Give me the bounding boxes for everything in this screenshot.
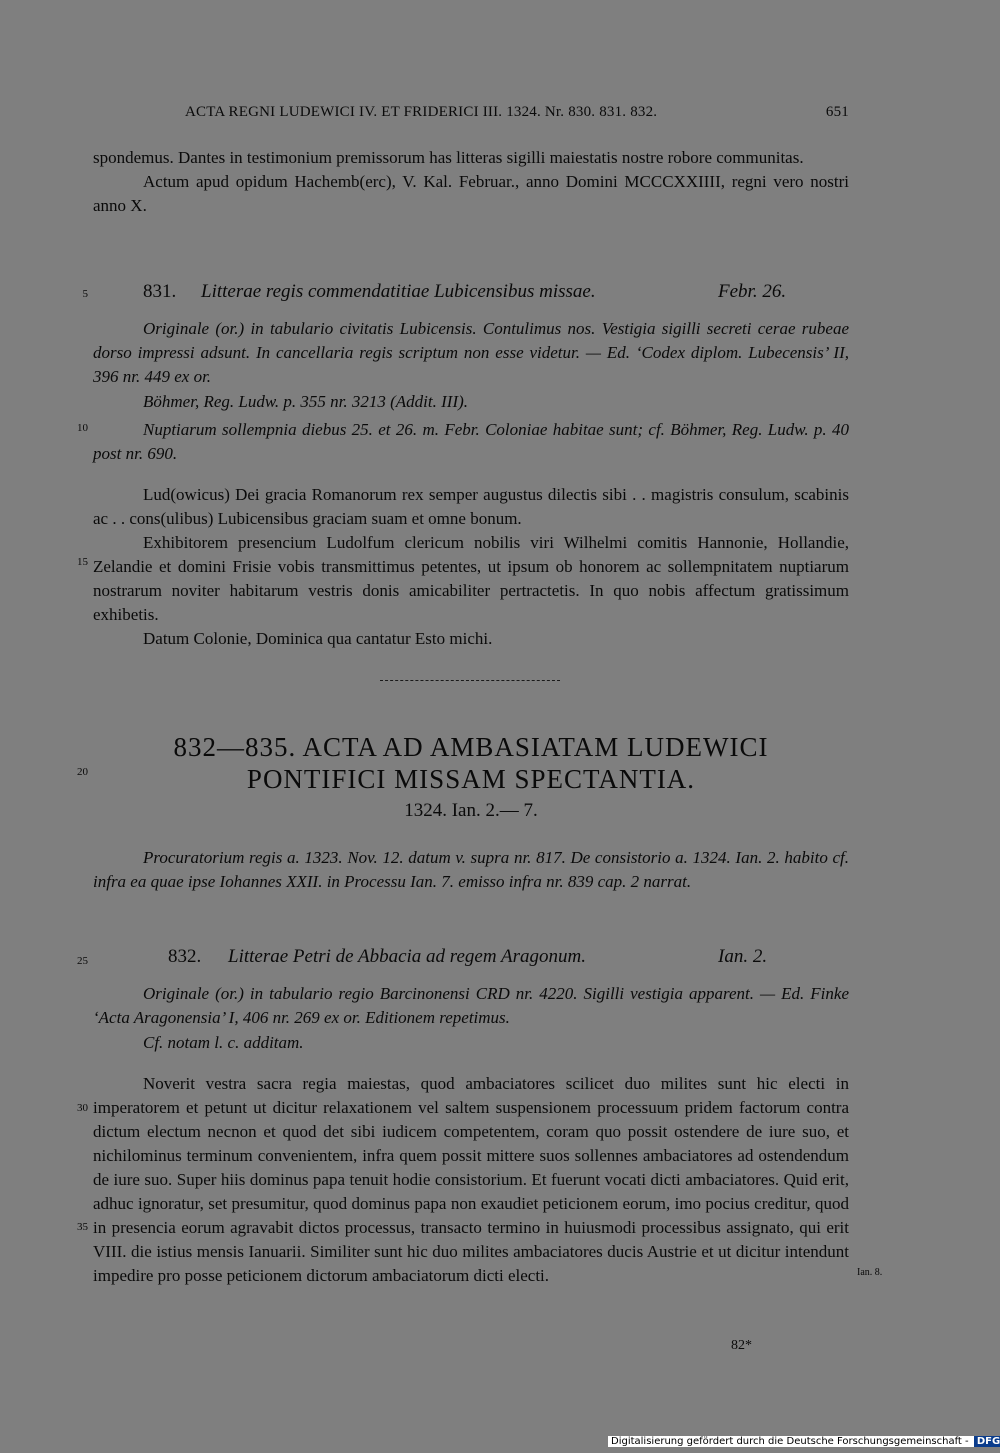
doc-831-text-3: Datum Colonie, Dominica qua cantatur Esto michi. xyxy=(143,629,493,648)
doc-831-title: Litterae regis commendatitiae Lubicensibus missae. xyxy=(201,281,596,302)
line-number-30: 30 xyxy=(77,1102,88,1114)
footer-credit xyxy=(608,1436,1000,1447)
doc-831-note: Nuptiarum sollempnia diebus 25. et 26. m. Febr. Coloniae habitae sunt; cf. Böhmer, Reg. Ludw. p. 40 post nr. 690. xyxy=(93,420,849,463)
line-number-5: 5 xyxy=(82,288,88,300)
doc-832-source: Originale (or.) in tabulario regio Barcinonensi CRD nr. 4220. Sigilli vestigia apparent. — Ed. Finke ‘Acta Aragonensia’ I, 406 nr. 269 ex or. Editionem repetimus. xyxy=(93,984,849,1027)
line-number-20: 20 xyxy=(77,766,88,778)
doc-832-title: Litterae Petri de Abbacia ad regem Aragonum. xyxy=(228,946,586,967)
doc-831-text xyxy=(93,483,849,651)
margin-date-note: Ian. 8. xyxy=(857,1267,883,1278)
page-number: 651 xyxy=(825,104,849,120)
doc-831-text-1: Lud(owicus) Dei gracia Romanorum rex semper augustus dilectis sibi . . magistris consulum, scabinis ac . . cons(ulibus) Lubicensibus graciam suam et omne bonum. xyxy=(93,485,849,528)
section-title-line-1: 832—835. ACTA AD AMBASIATAM LUDEWICI xyxy=(173,732,769,762)
header-title: ACTA REGNI LUDEWICI IV. ET FRIDERICI III. 1324. Nr. 830. 831. 832. xyxy=(185,104,658,120)
doc-831-text-2: Exhibitorem presencium Ludolfum clericum nobilis viri Wilhelmi comitis Hannonie, Hollandie, Zelandie et domini Frisie vobis transmittimus petentes, ut ipsum ob honorem ac sollempnitatem nuptiarum nostrarum noviter habitarum vestris donis amicabiliter pertractetis. In quo nobis affectum gratissimum exhibetis. xyxy=(93,533,849,624)
line-number-25: 25 xyxy=(77,955,88,967)
doc-832-date: Ian. 2. xyxy=(718,946,768,967)
doc-831-regest: Böhmer, Reg. Ludw. p. 355 nr. 3213 (Addit. III). xyxy=(143,392,469,411)
line-number-15: 15 xyxy=(77,556,88,568)
section-intro: Procuratorium regis a. 1323. Nov. 12. datum v. supra nr. 817. De consistorio a. 1324. Ian. 2. habito cf. infra ea quae ipse Iohannes XXII. in Processu Ian. 7. emisso infra nr. 839 cap. 2 narrat. xyxy=(93,848,849,891)
line-number-10: 10 xyxy=(77,422,88,434)
section-title-line-2: PONTIFICI MISSAM SPECTANTIA. xyxy=(246,764,696,794)
doc-832-cf: Cf. notam l. c. additam. xyxy=(143,1033,304,1052)
separator-rule xyxy=(380,680,560,682)
doc-832-number: 832. xyxy=(168,946,202,967)
section-date: 1324. Ian. 2.— 7. xyxy=(404,800,538,821)
intro-line-1: spondemus. Dantes in testimonium premissorum has litteras sigilli maiestatis nostre robore communitas. xyxy=(93,148,804,167)
doc-831-date: Febr. 26. xyxy=(718,281,787,302)
doc-831-source: Originale (or.) in tabulario civitatis Lubicensis. Contulimus nos. Vestigia sigilli secreti cerae rubeae dorso impressi adsunt. In cancellaria regis scriptum non esse videtur. — Ed. ‘Codex diplom. Lubecensis’ II, 396 nr. 449 ex or. xyxy=(93,319,849,386)
footer-text: Digitalisierung gefördert durch die Deutsche Forschungsgemeinschaft - xyxy=(611,1436,969,1447)
doc-831-number: 831. xyxy=(143,281,177,302)
dfg-logo: DFG xyxy=(974,1436,1000,1447)
intro-line-2: Actum apud opidum Hachemb(erc), V. Kal. Februar., anno Domini MCCCXXIIII, regni vero nostri anno X. xyxy=(93,172,849,215)
section-title xyxy=(93,731,849,795)
doc-832-text: Noverit vestra sacra regia maiestas, quod ambaciatores scilicet duo milites sunt hic electi in imperatorem et petunt ut dicitur relaxationem vel saltem suspensionem processuum pridem factorum contra dictum electum necnon et quod det sibi iudicem competentem, coram quo possit ostendere de iure suo, et nichilominus terminum convenientem, infra quem possit mittere suos sollennes ambaciatores ad ostendendum de iure suo. Super hiis dominus papa tenuit hodie consistorium. Et fuerunt vocati dicti ambaciatores. Quid erit, adhuc ignoratur, set presumitur, quod dominus papa non exaudiet peticionem eorum, imo pocius creditur, quod in presencia eorum agravabit dictos processus, transacto termino in huiusmodi processibus assignato, qui erit VIII. die istius mensis Ianuarii. Similiter sunt hic duo milites ambaciatores ducis Austrie et ut dicitur intendunt impedire pro posse peticionem dictorum ambaciatorum dicti electi. xyxy=(93,1074,849,1285)
signature-mark: 82* xyxy=(731,1338,752,1353)
line-number-35: 35 xyxy=(77,1221,88,1233)
intro-block xyxy=(93,146,849,218)
